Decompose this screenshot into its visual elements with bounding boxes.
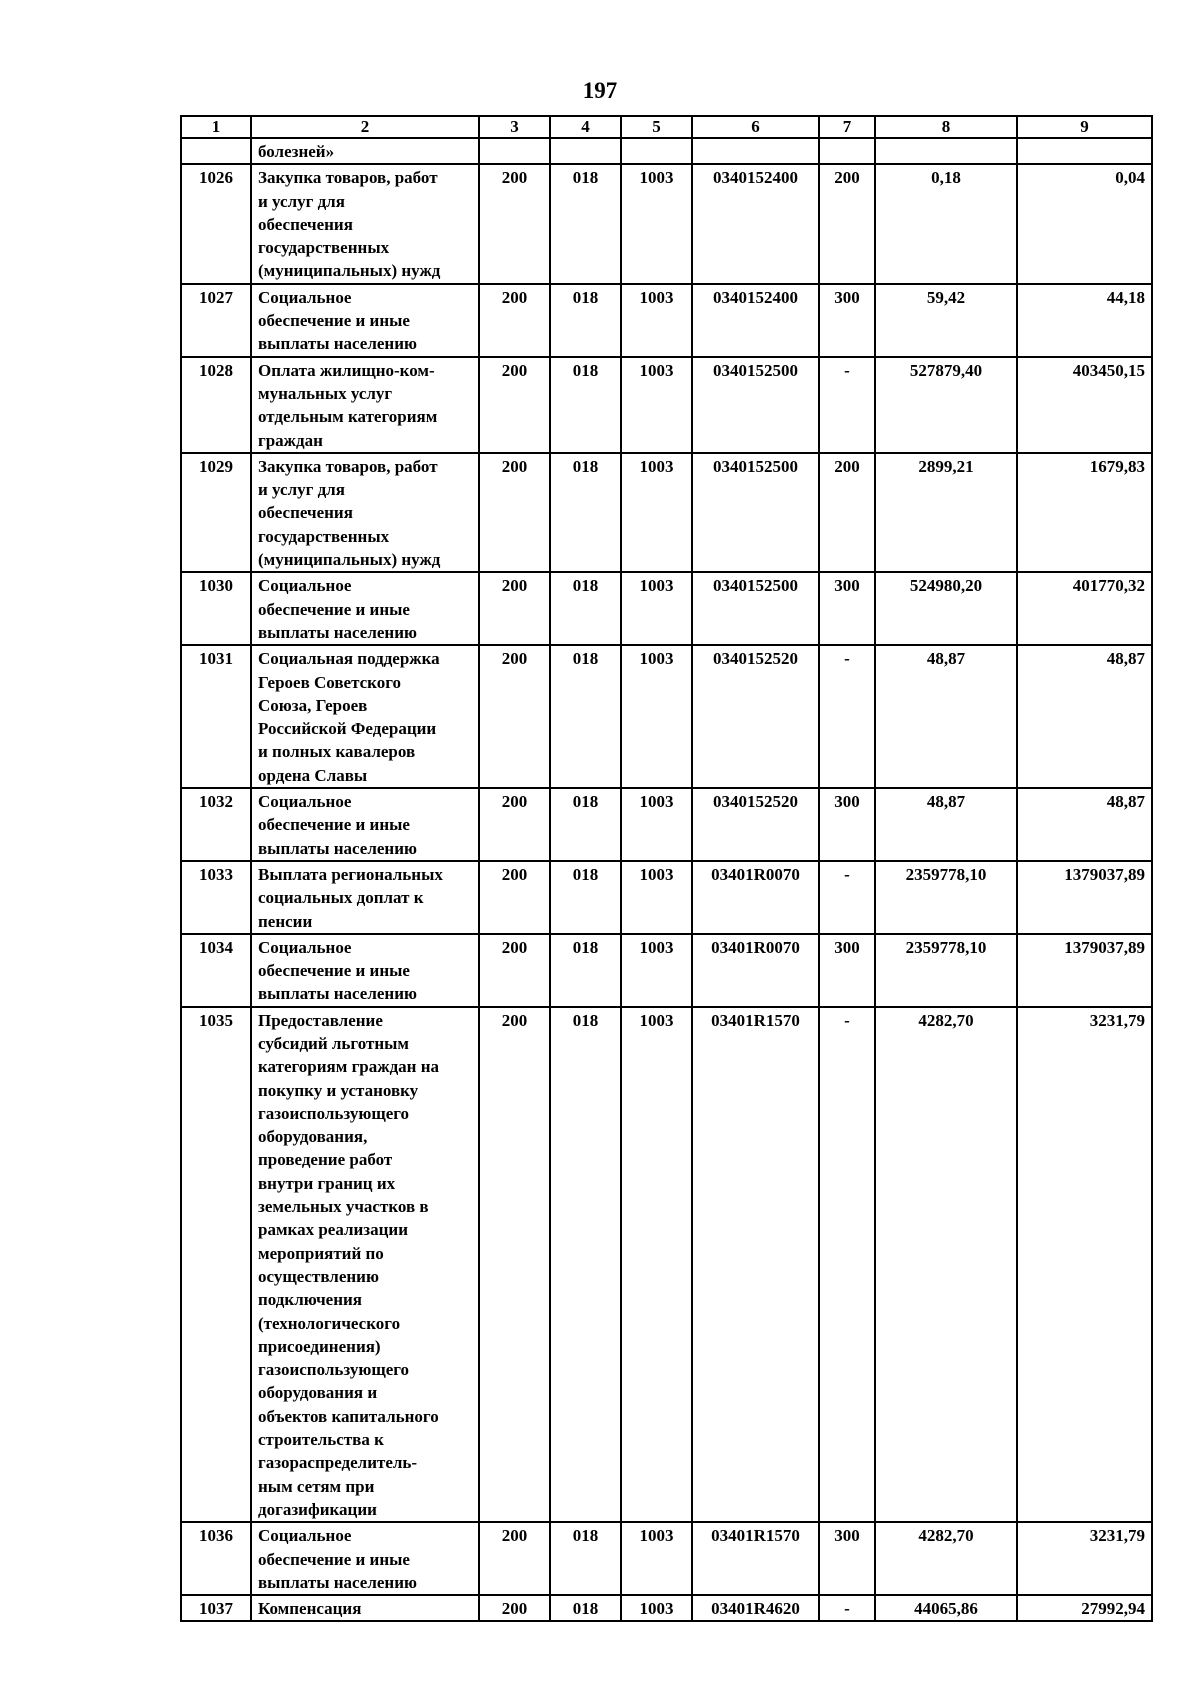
code-cell-3: 200 [479, 1595, 550, 1621]
item-name-cell [251, 1595, 479, 1621]
item-name-line: обеспечения [258, 214, 353, 234]
item-name-line: осуществлению [258, 1266, 379, 1286]
item-name-line: Социальное [258, 576, 352, 596]
code-cell-5: 1003 [621, 1522, 692, 1595]
item-name-cell [251, 1522, 479, 1595]
row-number-cell: 1028 [181, 357, 251, 453]
item-name-line: Социальная поддержка [258, 649, 440, 669]
item-name-line: (муниципальных) нужд [258, 550, 441, 570]
amount-cell-9: 27992,94 [1017, 1595, 1152, 1621]
code-cell-4: 018 [550, 1522, 621, 1595]
code-cell-4: 018 [550, 164, 621, 283]
code-cell-5: 1003 [621, 645, 692, 788]
row-number-cell: 1035 [181, 1007, 251, 1523]
item-name-line: государственных [258, 526, 390, 546]
item-name-line: граждан [258, 430, 323, 450]
item-name-line: оборудования, [258, 1127, 368, 1147]
amount-cell-9: 1679,83 [1017, 453, 1152, 572]
item-name-line: субсидий льготным [258, 1033, 409, 1053]
column-header: 8 [875, 116, 1017, 138]
amount-cell-8: 4282,70 [875, 1007, 1017, 1523]
code-cell-5: 1003 [621, 1007, 692, 1523]
item-name-line: газораспределитель- [258, 1453, 418, 1473]
code-cell-5: 1003 [621, 788, 692, 861]
code-cell-7: - [819, 1007, 875, 1523]
amount-cell-9: 3231,79 [1017, 1522, 1152, 1595]
item-name-line: внутри границ их [258, 1173, 396, 1193]
code-cell-6: 03401R4620 [692, 1595, 819, 1621]
page-number: 197 [582, 78, 618, 103]
amount-cell-9: 1379037,89 [1017, 861, 1152, 934]
table-row [181, 284, 1152, 357]
table-row [181, 138, 1152, 164]
table-row [181, 1595, 1152, 1621]
code-cell-4: 018 [550, 861, 621, 934]
amount-cell-8: 4282,70 [875, 1522, 1017, 1595]
table-row [181, 861, 1152, 934]
item-name-line: выплаты населению [258, 622, 417, 642]
item-name-line: Социальное [258, 1526, 352, 1546]
code-cell-4: 018 [550, 453, 621, 572]
code-cell-7: 300 [819, 284, 875, 357]
amount-cell-8 [875, 138, 1017, 164]
table-row [181, 1522, 1152, 1595]
column-header: 1 [181, 116, 251, 138]
code-cell-5: 1003 [621, 572, 692, 645]
table-row [181, 1007, 1152, 1523]
code-cell-4: 018 [550, 357, 621, 453]
code-cell-5: 1003 [621, 284, 692, 357]
item-name-cell [251, 645, 479, 788]
item-name-cell [251, 788, 479, 861]
amount-cell-8: 48,87 [875, 645, 1017, 788]
item-name-line: и полных кавалеров [258, 742, 416, 762]
code-cell-7: - [819, 1595, 875, 1621]
item-name-line: рамках реализации [258, 1220, 409, 1240]
item-name-line: отдельным категориям [258, 407, 438, 427]
column-header: 6 [692, 116, 819, 138]
table-row [181, 788, 1152, 861]
table-row [181, 357, 1152, 453]
column-header: 9 [1017, 116, 1152, 138]
code-cell-5: 1003 [621, 1595, 692, 1621]
item-name-line: Социальное [258, 287, 352, 307]
code-cell-7: 300 [819, 934, 875, 1007]
code-cell-4: 018 [550, 1595, 621, 1621]
code-cell-7: 300 [819, 788, 875, 861]
table-row [181, 572, 1152, 645]
column-header: 2 [251, 116, 479, 138]
amount-cell-8: 524980,20 [875, 572, 1017, 645]
row-number-cell: 1034 [181, 934, 251, 1007]
row-number-cell: 1027 [181, 284, 251, 357]
code-cell-6 [692, 138, 819, 164]
item-name-line: Закупка товаров, работ [258, 456, 438, 476]
amount-cell-9: 48,87 [1017, 645, 1152, 788]
code-cell-3: 200 [479, 1007, 550, 1523]
code-cell-6: 0340152400 [692, 284, 819, 357]
code-cell-4: 018 [550, 788, 621, 861]
code-cell-6: 03401R1570 [692, 1522, 819, 1595]
code-cell-7: - [819, 861, 875, 934]
item-name-line: обеспечение и иные [258, 311, 410, 331]
item-name-line: догазификации [258, 1499, 377, 1519]
item-name-line: Предоставление [258, 1010, 383, 1030]
code-cell-4: 018 [550, 934, 621, 1007]
column-header: 4 [550, 116, 621, 138]
code-cell-3: 200 [479, 645, 550, 788]
item-name-line: Выплата региональных [258, 864, 443, 884]
code-cell-3: 200 [479, 788, 550, 861]
column-header: 3 [479, 116, 550, 138]
item-name-cell [251, 138, 479, 164]
item-name-line: обеспечение и иные [258, 961, 410, 981]
code-cell-6: 0340152400 [692, 164, 819, 283]
code-cell-4 [550, 138, 621, 164]
code-cell-3: 200 [479, 934, 550, 1007]
amount-cell-9: 44,18 [1017, 284, 1152, 357]
item-name-line: присоединения) [258, 1336, 381, 1356]
item-name-line: выплаты населению [258, 334, 417, 354]
column-header: 5 [621, 116, 692, 138]
item-name-line: и услуг для [258, 480, 345, 500]
code-cell-5: 1003 [621, 861, 692, 934]
code-cell-6: 0340152520 [692, 645, 819, 788]
item-name-line: обеспечение и иные [258, 815, 410, 835]
item-name-line: Социальное [258, 792, 352, 812]
code-cell-5: 1003 [621, 164, 692, 283]
code-cell-4: 018 [550, 1007, 621, 1523]
item-name-line: выплаты населению [258, 1572, 417, 1592]
row-number-cell [181, 138, 251, 164]
item-name-line: ным сетям при [258, 1476, 375, 1496]
row-number-cell: 1031 [181, 645, 251, 788]
amount-cell-8: 2359778,10 [875, 861, 1017, 934]
code-cell-6: 03401R0070 [692, 934, 819, 1007]
code-cell-7: 200 [819, 453, 875, 572]
code-cell-4: 018 [550, 572, 621, 645]
code-cell-4: 018 [550, 645, 621, 788]
item-name-line: (муниципальных) нужд [258, 261, 441, 281]
item-name-line: строительства к [258, 1430, 384, 1450]
item-name-line: выплаты населению [258, 984, 417, 1004]
item-name-line: Закупка товаров, работ [258, 168, 438, 188]
item-name-line: мероприятий по [258, 1243, 384, 1263]
code-cell-6: 0340152520 [692, 788, 819, 861]
code-cell-6: 0340152500 [692, 453, 819, 572]
code-cell-5: 1003 [621, 934, 692, 1007]
row-number-cell: 1037 [181, 1595, 251, 1621]
code-cell-7: 300 [819, 1522, 875, 1595]
item-name-line: Оплата жилищно-ком- [258, 360, 435, 380]
item-name-line: и услуг для [258, 191, 345, 211]
table-header-row [181, 116, 1152, 138]
code-cell-4: 018 [550, 284, 621, 357]
item-name-cell [251, 284, 479, 357]
code-cell-6: 03401R1570 [692, 1007, 819, 1523]
code-cell-7: - [819, 357, 875, 453]
item-name-cell [251, 164, 479, 283]
amount-cell-9 [1017, 138, 1152, 164]
amount-cell-8: 2899,21 [875, 453, 1017, 572]
item-name-line: выплаты населению [258, 838, 417, 858]
item-name-cell [251, 572, 479, 645]
amount-cell-9: 0,04 [1017, 164, 1152, 283]
code-cell-7: - [819, 645, 875, 788]
code-cell-3: 200 [479, 572, 550, 645]
item-name-line: газоиспользующего [258, 1103, 410, 1123]
row-number-cell: 1030 [181, 572, 251, 645]
row-number-cell: 1032 [181, 788, 251, 861]
item-name-line: мунальных услуг [258, 383, 393, 403]
code-cell-3: 200 [479, 453, 550, 572]
item-name-line: (технологического [258, 1313, 401, 1333]
amount-cell-9: 1379037,89 [1017, 934, 1152, 1007]
code-cell-3: 200 [479, 284, 550, 357]
item-name-cell [251, 357, 479, 453]
item-name-line: обеспечения [258, 503, 353, 523]
column-header: 7 [819, 116, 875, 138]
code-cell-7: 300 [819, 572, 875, 645]
item-name-line: Компенсация [258, 1599, 362, 1619]
item-name-cell [251, 934, 479, 1007]
item-name-line: Союза, Героев [258, 695, 368, 715]
item-name-line: государственных [258, 238, 390, 258]
table-row [181, 934, 1152, 1007]
item-name-cell [251, 861, 479, 934]
budget-table [180, 115, 1153, 1622]
code-cell-3: 200 [479, 1522, 550, 1595]
code-cell-7: 200 [819, 164, 875, 283]
item-name-line: проведение работ [258, 1150, 393, 1170]
amount-cell-9: 401770,32 [1017, 572, 1152, 645]
code-cell-6: 0340152500 [692, 572, 819, 645]
item-name-line: Социальное [258, 937, 352, 957]
item-name-line: покупку и установку [258, 1080, 419, 1100]
amount-cell-8: 44065,86 [875, 1595, 1017, 1621]
table-row [181, 453, 1152, 572]
amount-cell-9: 403450,15 [1017, 357, 1152, 453]
item-name-line: обеспечение и иные [258, 1549, 410, 1569]
code-cell-6: 03401R0070 [692, 861, 819, 934]
item-name-line: земельных участков в [258, 1197, 429, 1217]
amount-cell-8: 59,42 [875, 284, 1017, 357]
item-name-line: ордена Славы [258, 765, 368, 785]
code-cell-3: 200 [479, 357, 550, 453]
item-name-cell [251, 453, 479, 572]
item-name-line: обеспечение и иные [258, 599, 410, 619]
code-cell-6: 0340152500 [692, 357, 819, 453]
item-name-line: оборудования и [258, 1383, 378, 1403]
row-number-cell: 1036 [181, 1522, 251, 1595]
item-name-cell [251, 1007, 479, 1523]
code-cell-5: 1003 [621, 453, 692, 572]
item-name-line: объектов капитального [258, 1406, 439, 1426]
row-number-cell: 1029 [181, 453, 251, 572]
row-number-cell: 1033 [181, 861, 251, 934]
code-cell-3: 200 [479, 164, 550, 283]
code-cell-5: 1003 [621, 357, 692, 453]
item-name-line: категориям граждан на [258, 1057, 440, 1077]
amount-cell-9: 3231,79 [1017, 1007, 1152, 1523]
item-name-line: газоиспользующего [258, 1360, 410, 1380]
item-name-line: болезней» [258, 142, 335, 161]
item-name-line: подключения [258, 1290, 363, 1310]
amount-cell-8: 2359778,10 [875, 934, 1017, 1007]
amount-cell-8: 0,18 [875, 164, 1017, 283]
code-cell-7 [819, 138, 875, 164]
table-body [181, 116, 1152, 1621]
table-row [181, 164, 1152, 283]
item-name-line: пенсии [258, 911, 313, 931]
amount-cell-9: 48,87 [1017, 788, 1152, 861]
code-cell-5 [621, 138, 692, 164]
item-name-line: социальных доплат к [258, 888, 424, 908]
item-name-line: Российской Федерации [258, 719, 437, 739]
amount-cell-8: 48,87 [875, 788, 1017, 861]
table-row [181, 645, 1152, 788]
amount-cell-8: 527879,40 [875, 357, 1017, 453]
code-cell-3: 200 [479, 861, 550, 934]
item-name-line: Героев Советского [258, 672, 402, 692]
row-number-cell: 1026 [181, 164, 251, 283]
code-cell-3 [479, 138, 550, 164]
